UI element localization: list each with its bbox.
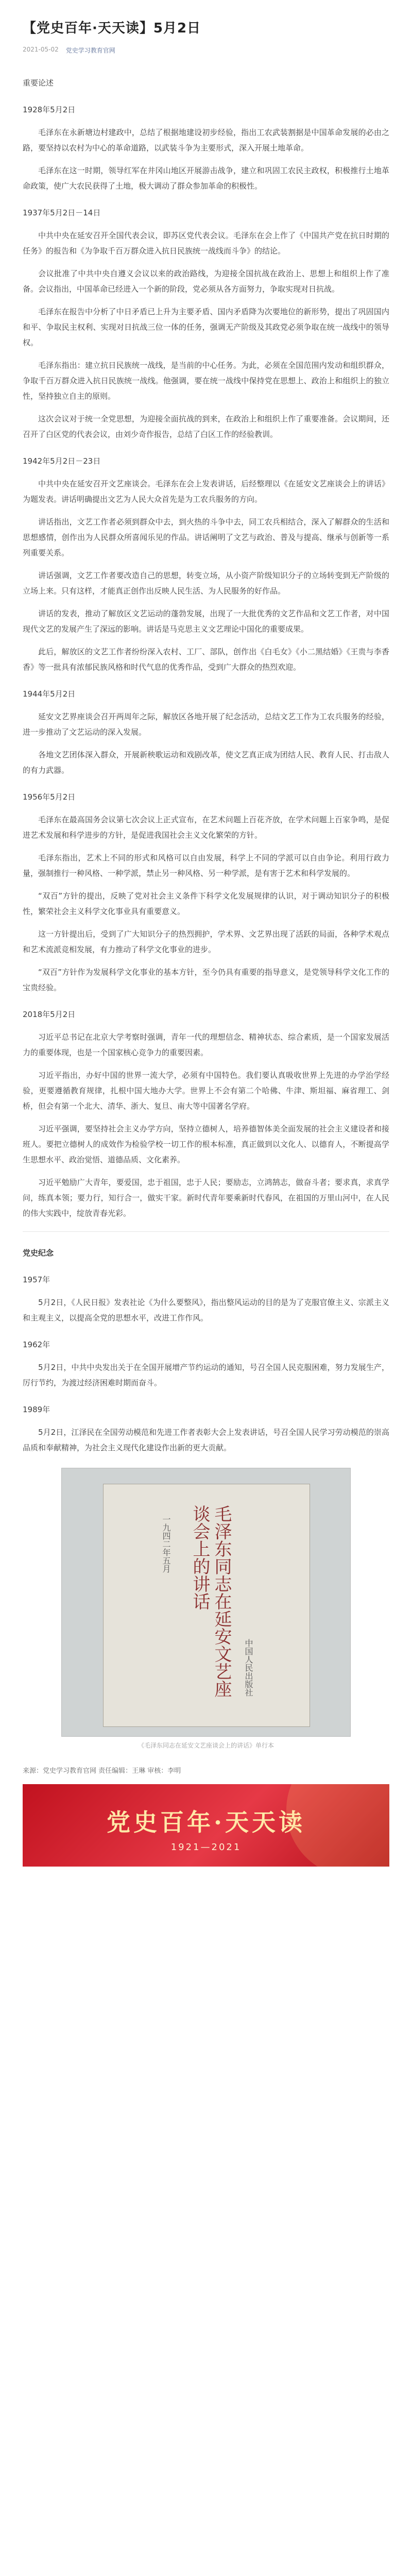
divider (23, 1231, 389, 1232)
paragraph: 毛泽东指出，艺术上不同的形式和风格可以自由发展，科学上不同的学派可以自由争论。利用行政力量，强制推行一种风格、一种学派，禁止另一种风格、另一种学派，是有害于艺术和科学发展的。 (23, 853, 389, 878)
paragraph: 毛泽东在永新塘边村建政中，总结了根据地建设初步经验，指出工农武装割据是中国革命发展的必由之路，要坚持以农村为中心的革命道路，以武装斗争为主要形式，深入开展土地革命。 (23, 128, 389, 152)
year-heading: 2018年5月2日 (23, 1010, 76, 1019)
year-heading: 1956年5月2日 (23, 792, 76, 802)
section-label: 重要论述 (23, 78, 54, 88)
year-heading: 1962年 (23, 1340, 50, 1349)
paragraph: 这次会议对于统一全党思想，为迎接全面抗战的到来，在政治上和组织上作了重要准备。会议期间，还召开了白区党的代表会议，由刘少奇作报告，总结了白区工作的经验教训。 (23, 414, 389, 439)
paragraph: 5月2日，《人民日报》发表社论《为什么要整风》，指出整风运动的目的是为了克服官僚主义、宗派主义和主观主义，以提高全党的思想水平，改进工作作风。 (23, 1298, 389, 1323)
paragraph: 习近平强调，要坚持社会主义办学方向，坚持立德树人，培养德智体美全面发展的社会主义建设者和接班人。要把立德树人的成效作为检验学校一切工作的根本标准，真正做到以文化人、以德育人，不断提高学生思想水平、政治觉悟、道德品质、文化素养。 (23, 1124, 389, 1164)
paragraph: 5月2日，江泽民在全国劳动模范和先进工作者表彰大会上发表讲话，号召全国人民学习劳动模范的崇高品质和奉献精神，为社会主义现代化建设作出新的更大贡献。 (23, 1428, 389, 1452)
year-heading: 1937年5月2日－14日 (23, 208, 101, 217)
paragraph: 讲话指出，文艺工作者必须到群众中去，到火热的斗争中去，同工农兵相结合，深入了解群众的生活和思想感情，创作出为人民群众所喜闻乐见的作品。讲话阐明了文艺与政治、普及与提高、继承与创新等一系列重要关系。 (23, 517, 389, 557)
paragraph: 讲话强调，文艺工作者要改造自己的思想，转变立场，从小资产阶级知识分子的立场转变到无产阶级的立场上来。只有这样，才能真正创作出反映人民生活、为人民服务的好作品。 (23, 571, 389, 596)
year-heading: 1928年5月2日 (23, 105, 76, 114)
paragraph: 习近平总书记在北京大学考察时强调，青年一代的理想信念、精神状态、综合素质，是一个国家发展活力的重要体现，也是一个国家核心竞争力的重要因素。 (23, 1032, 389, 1057)
article-source-link[interactable]: 党史学习教育官网 (65, 47, 115, 54)
article-credit: 来源：党史学习教育官网 责任编辑：王琳 审核：李明 (23, 1767, 181, 1775)
paragraph: 毛泽东在最高国务会议第七次会议上正式宣布，在艺术问题上百花齐放，在学术问题上百家争鸣，是促进艺术发展和科学进步的方针，是促进我国社会主义文化繁荣的方针。 (23, 815, 389, 840)
article-meta (23, 46, 389, 55)
paragraph: 各地文艺团体深入群众，开展新秧歌运动和戏剧改革，使文艺真正成为团结人民、教育人民、打击敌人的有力武器。 (23, 750, 389, 775)
paragraph: 毛泽东指出：建立抗日民族统一战线，是当前的中心任务。为此，必须在全国范围内发动和组织群众，争取千百万群众进入抗日民族统一战线。他强调，要在统一战线中保持党在思想上、政治上和组织上的独立性，坚持独立自主的原则。 (23, 361, 389, 401)
paragraph: 中共中央在延安召开文艺座谈会。毛泽东在会上发表讲话，后经整理以《在延安文艺座谈会上的讲话》为题发表。讲话明确提出文艺为人民大众首先是为工农兵服务的方向。 (23, 479, 389, 504)
paragraph: 中共中央在延安召开全国代表会议，即苏区党代表会议。毛泽东在会上作了《中国共产党在抗日时期的任务》的报告和《为争取千百万群众进入抗日民族统一战线而斗争》的结论。 (23, 231, 389, 256)
year-heading: 1942年5月2日－23日 (23, 456, 101, 466)
paragraph: 此后，解放区的文艺工作者纷纷深入农村、工厂、部队，创作出《白毛女》《小二黑结婚》《王贵与李香香》等一批具有浓郁民族风格和时代气息的优秀作品，受到广大群众的热烈欢迎。 (23, 647, 389, 672)
paragraph: “双百”方针的提出，反映了党对社会主义条件下科学文化发展规律的认识，对于调动知识分子的积极性，繁荣社会主义科学文化事业具有重要意义。 (23, 891, 389, 916)
article-title: 【党史百年·天天读】5月2日 (23, 21, 201, 36)
paragraph: 会议批准了中共中央自遵义会议以来的政治路线，为迎接全国抗战在政治上、思想上和组织上作了准备。会议指出，中国革命已经进入一个新的阶段，党必须从各方面努力，争取实现对日抗战。 (23, 269, 389, 294)
article-date: 2021-05-02 (23, 46, 59, 53)
paragraph: 习近平勉励广大青年，要爱国，忠于祖国，忠于人民；要励志，立鸿鹄志，做奋斗者；要求真，求真学问，练真本领；要力行，知行合一，做实干家。新时代青年要乘新时代春风，在祖国的万里山河中，在人民的伟大实践中，绽放青春光彩。 (23, 1178, 389, 1218)
banner-years: 1921—2021 (170, 1842, 242, 1853)
year-heading: 1944年5月2日 (23, 689, 76, 699)
paragraph: 5月2日，中共中央发出关于在全国开展增产节约运动的通知，号召全国人民克服困难，努力发展生产，厉行节约，为渡过经济困难时期而奋斗。 (23, 1363, 389, 1387)
year-heading: 1989年 (23, 1405, 50, 1414)
banner-title: 党史百年·天天读 (106, 1808, 305, 1836)
book-cover (103, 1484, 310, 1727)
paragraph: 毛泽东在报告中分析了中日矛盾已上升为主要矛盾、国内矛盾降为次要地位的新形势，提出了巩固国内和平、争取民主权利、实现对日抗战三位一体的任务，强调无产阶级及其政党必须争取在统一战线中的领导权。 (23, 307, 389, 347)
image-caption: 《毛泽东同志在延安文艺座谈会上的讲话》单行本 (138, 1742, 274, 1749)
book-cover-photo (61, 1468, 351, 1737)
paragraph: 这一方针提出后，受到了广大知识分子的热烈拥护，学术界、文艺界出现了活跃的局面，各种学术观点和艺术流派竞相发展，有力推动了科学文化事业的进步。 (23, 929, 389, 954)
section-label: 党史纪念 (23, 1248, 54, 1258)
paragraph: 习近平指出，办好中国的世界一流大学，必须有中国特色。我们要认真吸收世界上先进的办学治学经验，更要遵循教育规律，扎根中国大地办大学。世界上不会有第二个哈佛、牛津、斯坦福、麻省理工、剑桥，但会有第一个北大、清华、浙大、复旦、南大等中国著名学府。 (23, 1071, 389, 1111)
paragraph: “双百”方针作为发展科学文化事业的基本方针，至今仍具有重要的指导意义，是党领导科学文化工作的宝贵经验。 (23, 968, 389, 992)
footer-banner (23, 1784, 389, 1867)
book-cover-date: 一九四二年五月 (161, 1515, 171, 1573)
article-page (0, 18, 412, 1867)
paragraph: 毛泽东在这一时期，领导红军在井冈山地区开展游击战争，建立和巩固工农民主政权，积极推行土地革命政策，使广大农民获得了土地，极大调动了群众参加革命的积极性。 (23, 166, 389, 191)
paragraph: 讲话的发表，推动了解放区文艺运动的蓬勃发展，出现了一大批优秀的文艺作品和文艺工作者，对中国现代文艺的发展产生了深远的影响。讲话是马克思主义文艺理论中国化的重要成果。 (23, 609, 389, 634)
book-cover-title: 毛泽东同志在延安文艺座谈会上的讲话 (190, 1505, 232, 1698)
paragraph: 延安文艺界座谈会召开两周年之际，解放区各地开展了纪念活动，总结文艺工作为工农兵服务的经验，进一步推动了文艺运动的深入发展。 (23, 712, 389, 737)
year-heading: 1957年 (23, 1275, 50, 1284)
book-cover-publisher: 中国人民出版社 (244, 1639, 253, 1697)
